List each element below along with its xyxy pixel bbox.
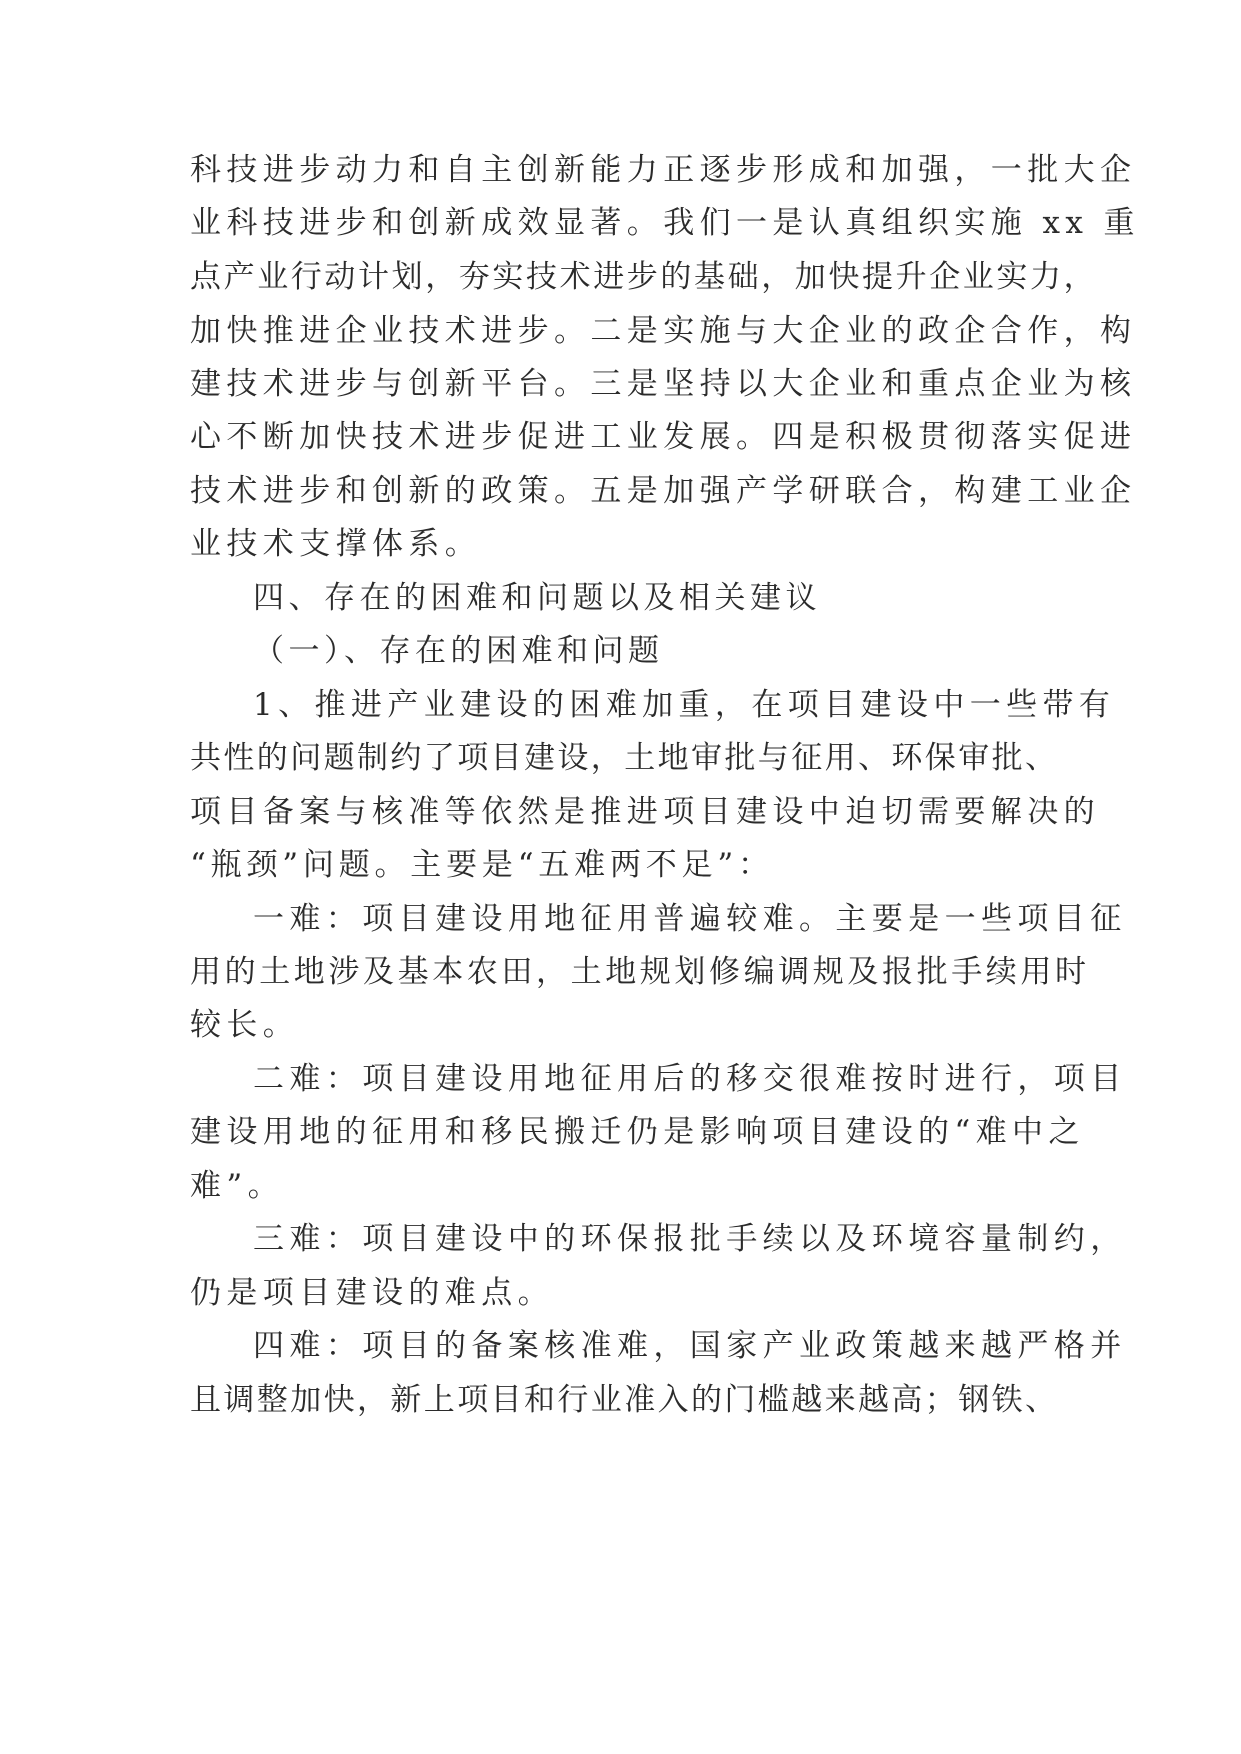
text-line: 技术进步和创新的政策。五是加强产学研联合，构建工业企 <box>190 473 1137 509</box>
text-line: 一难：项目建设用地征用普遍较难。主要是一些项目征 <box>253 901 1127 937</box>
text-line: 科技进步动力和自主创新能力正逐步形成和加强，一批大企 <box>190 152 1137 188</box>
text-line: 心不断加快技术进步促进工业发展。四是积极贯彻落实促进 <box>190 419 1137 455</box>
text-line: 建设用地的征用和移民搬迁仍是影响项目建设的“难中之 <box>190 1114 1085 1150</box>
text-line: “瓶颈”问题。主要是“五难两不足”： <box>190 847 774 883</box>
text-line: 加快推进企业技术进步。二是实施与大企业的政企合作，构 <box>190 313 1137 349</box>
text-line: 仍是项目建设的难点。 <box>190 1275 554 1311</box>
text-line: 1、推进产业建设的困难加重，在项目建设中一些带有 <box>253 687 1116 723</box>
text-line: 三难：项目建设中的环保报批手续以及环境容量制约， <box>253 1221 1127 1257</box>
text-line: 且调整加快，新上项目和行业准入的门槛越来越高；钢铁、 <box>190 1382 1059 1418</box>
text-line: 建技术进步与创新平台。三是坚持以大企业和重点企业为核 <box>190 366 1137 402</box>
text-line: 点产业行动计划，夯实技术进步的基础，加快提升企业实力， <box>190 259 1098 295</box>
subsection-heading: （一）、存在的困难和问题 <box>253 633 664 669</box>
text-line: 业技术支撑体系。 <box>190 526 482 562</box>
text-line: 二难：项目建设用地征用后的移交很难按时进行，项目 <box>253 1061 1127 1097</box>
text-line: 项目备案与核准等依然是推进项目建设中迫切需要解决的 <box>190 794 1100 830</box>
text-line: 四难：项目的备案核准难，国家产业政策越来越严格并 <box>253 1328 1127 1364</box>
text-line: 难”。 <box>190 1168 285 1204</box>
section-heading: 四、存在的困难和问题以及相关建议 <box>253 580 821 616</box>
text-line: 较长。 <box>190 1007 300 1043</box>
text-line: 共性的问题制约了项目建设，土地审批与征用、环保审批、 <box>190 740 1059 776</box>
text-line: 业科技进步和创新成效显著。我们一是认真组织实施 xx 重 <box>190 205 1140 241</box>
text-line: 用的土地涉及基本农田，土地规划修编调规及报批手续用时 <box>190 954 1090 990</box>
